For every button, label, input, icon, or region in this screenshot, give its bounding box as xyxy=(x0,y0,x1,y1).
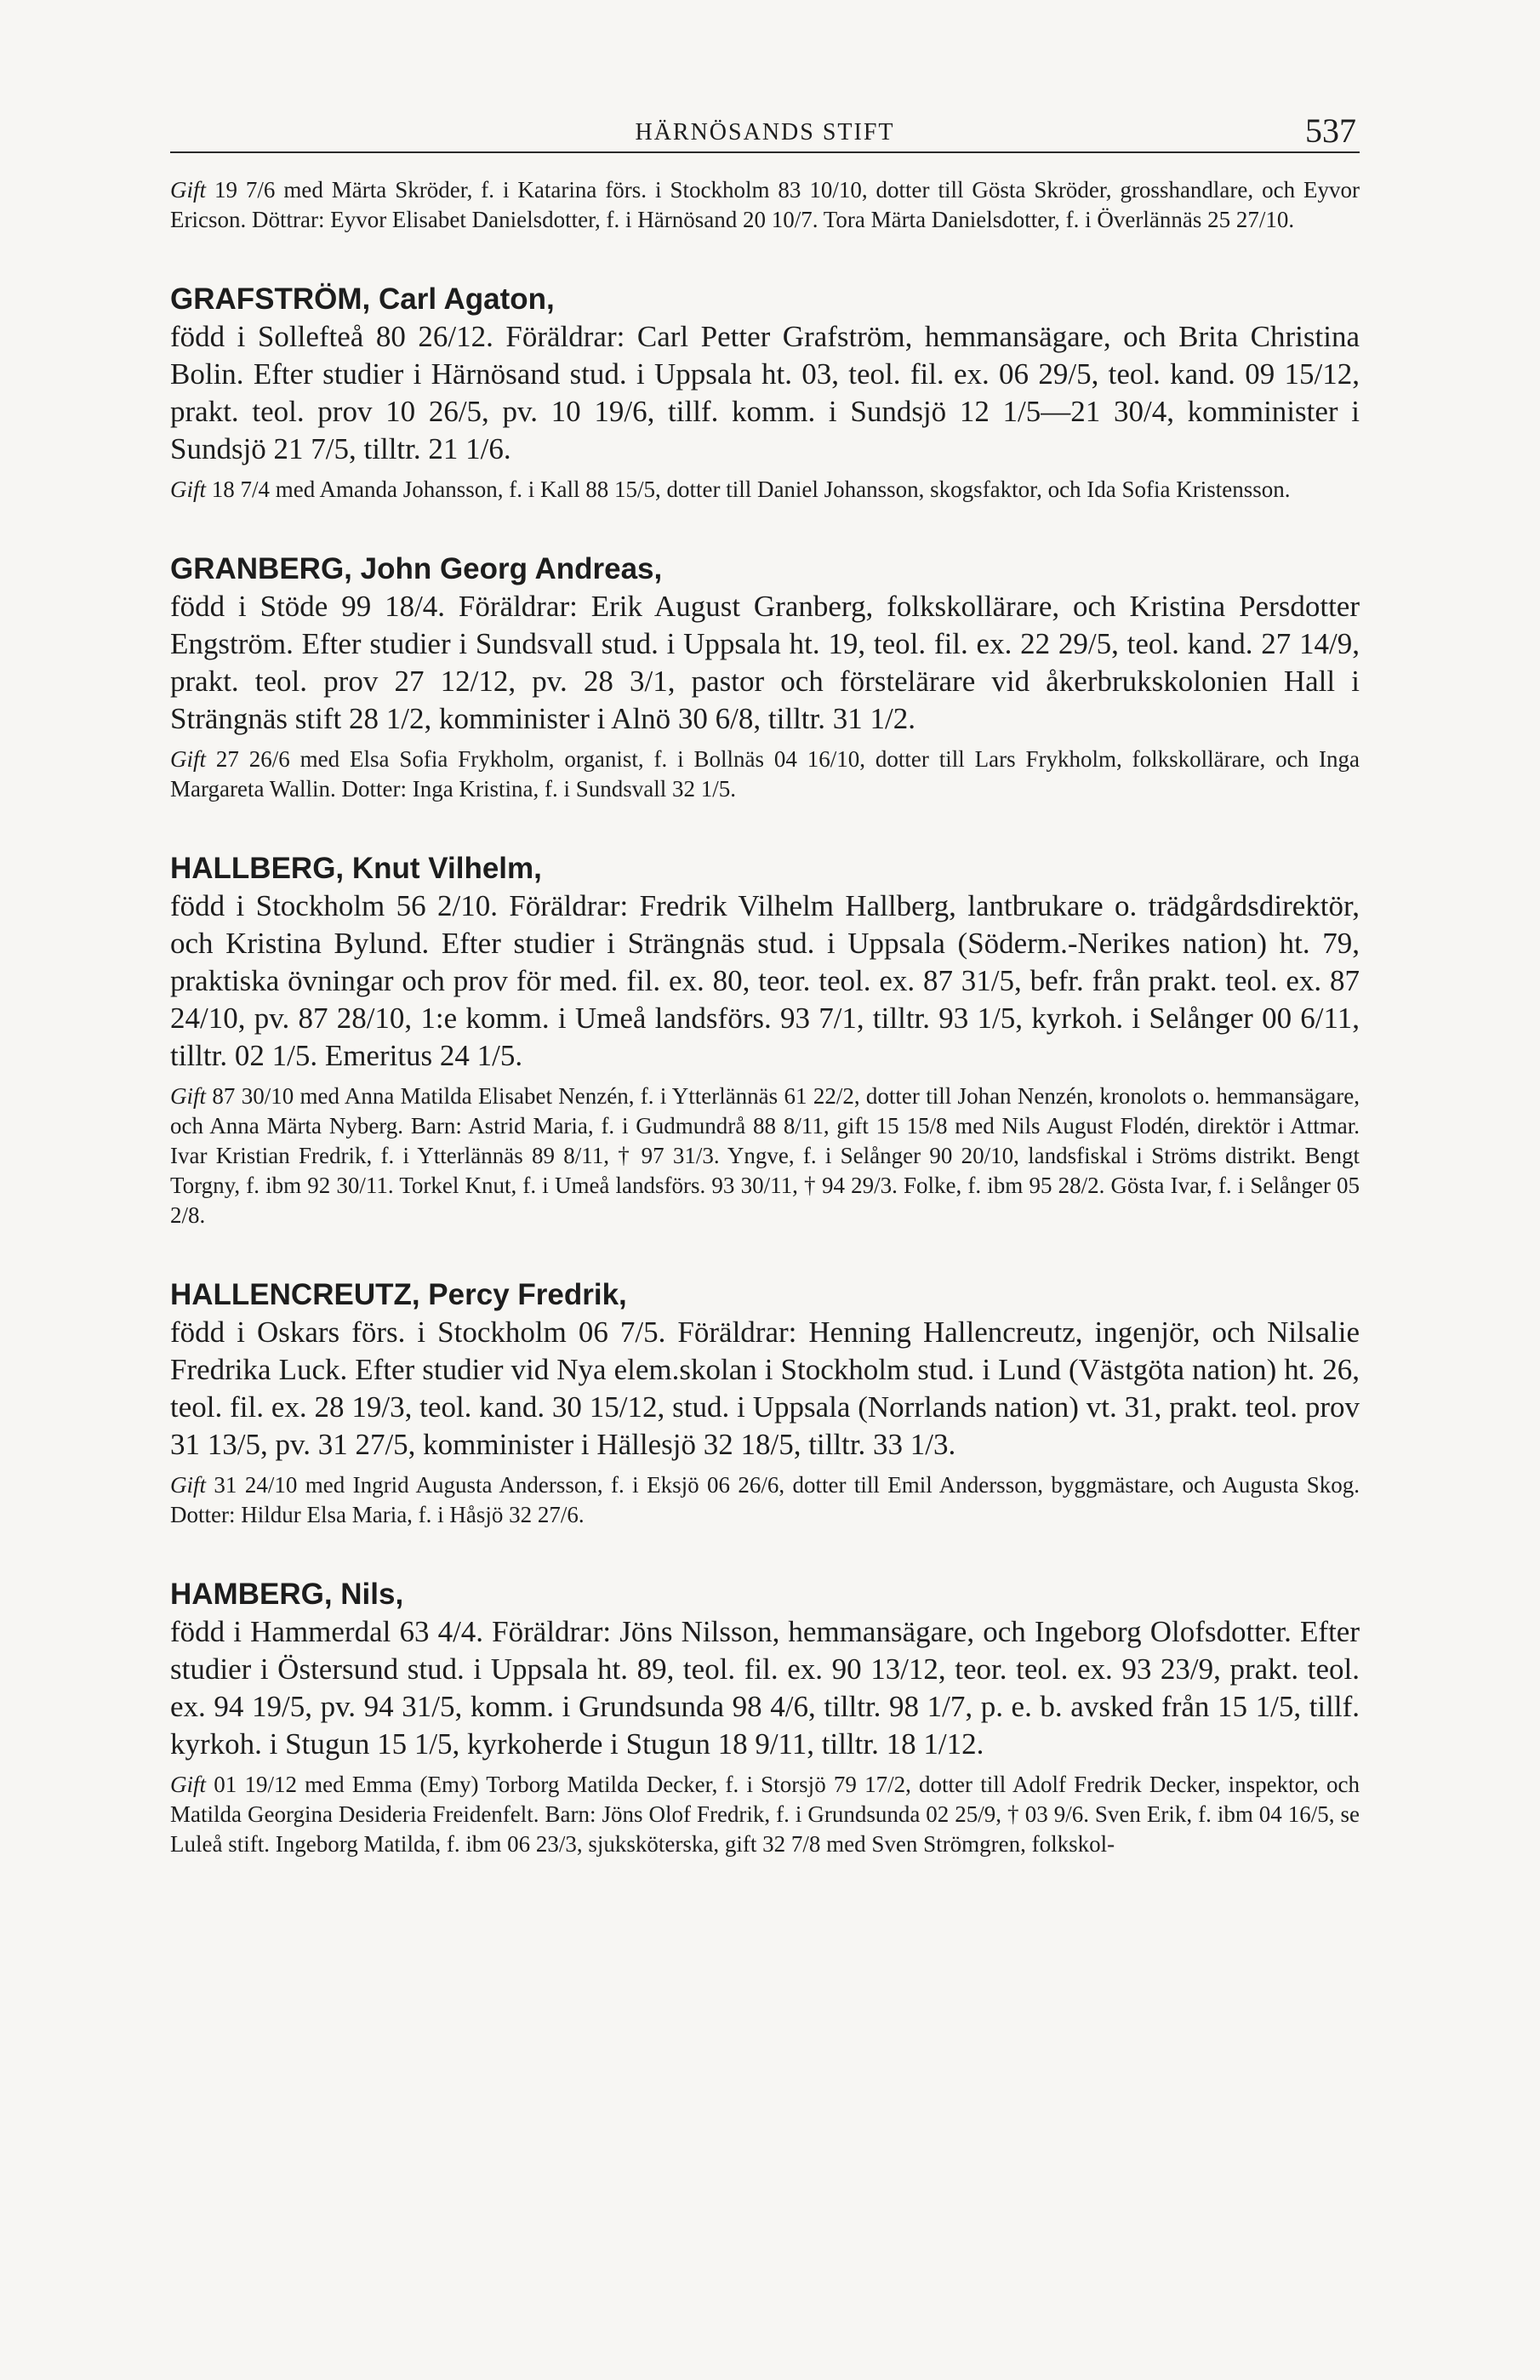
biography-entry xyxy=(170,850,1360,1230)
entry-biography: född i Sollefteå 80 26/12. Föräldrar: Carl Petter Grafström, hemmansägare, och Brita Christina Bolin. Efter studier i Härnösand stud. i Uppsala ht. 03, teol. fil. ex. 06 29/5, teol. kand. 09 15/12, prakt. teol. prov 10 26/5, pv. 10 19/6, tillf. komm. i Sundsjö 12 1/5—21 30/4, komminister i Sundsjö 21 7/5, tilltr. 21 1/6. xyxy=(170,320,1360,465)
entry-marriage-note xyxy=(170,1470,1360,1530)
biography-entry xyxy=(170,1576,1360,1859)
entry-marriage-note xyxy=(170,475,1360,505)
entry-marriage-note xyxy=(170,745,1360,804)
entry-name: GRANBERG, John Georg Andreas, xyxy=(170,552,663,585)
entry-name: GRAFSTRÖM, Carl Agaton, xyxy=(170,283,555,316)
gift-label: Gift xyxy=(170,746,207,772)
gift-label: Gift xyxy=(170,1083,207,1109)
biography-entry xyxy=(170,1276,1360,1530)
entry-biography: född i Hammerdal 63 4/4. Föräldrar: Jöns Nilsson, hemmansägare, och Ingeborg Olofsdotter. Efter studier i Östersund stud. i Uppsala ht. 89, teol. fil. ex. 90 13/12, teor. teol. ex. 93 23/9, prakt. teol. ex. 94 19/5, pv. 94 31/5, komm. i Grundsunda 98 4/6, tilltr. 98 1/7, p. e. b. avsked från 15 1/5, tillf. kyrkoh. i Stugun 15 1/5, kyrkoherde i Stugun 18 9/11, tilltr. 18 1/12. xyxy=(170,1615,1360,1761)
gift-text: 31 24/10 med Ingrid Augusta Andersson, f. i Eksjö 06 26/6, dotter till Emil Andersson, byggmästare, och Augusta Skog. Dotter: Hildur Elsa Maria, f. i Håsjö 32 27/6. xyxy=(170,1472,1360,1527)
intro-marriage-note xyxy=(170,175,1360,235)
entry-name: HALLBERG, Knut Vilhelm, xyxy=(170,852,542,885)
page-body xyxy=(170,175,1360,1859)
entry-biography: född i Oskars förs. i Stockholm 06 7/5. Föräldrar: Henning Hallencreutz, ingenjör, och Nilsalie Fredrika Luck. Efter studier vid Nya elem.skolan i Stockholm stud. i Lund (Västgöta nation) ht. 26, teol. fil. ex. 28 19/3, teol. kand. 30 15/12, stud. i Uppsala (Norrlands nation) vt. 31, prakt. teol. prov 31 13/5, pv. 31 27/5, komminister i Hällesjö 32 18/5, tilltr. 33 1/3. xyxy=(170,1316,1360,1461)
page-number: 537 xyxy=(1305,111,1356,150)
gift-text: 18 7/4 med Amanda Johansson, f. i Kall 88 15/5, dotter till Daniel Johansson, skogsfaktor, och Ida Sofia Kristensson. xyxy=(211,477,1291,502)
entry-biography: född i Stöde 99 18/4. Föräldrar: Erik August Granberg, folkskollärare, och Kristina Persdotter Engström. Efter studier i Sundsvall stud. i Uppsala ht. 19, teol. fil. ex. 22 29/5, teol. kand. 27 14/9, prakt. teol. prov 27 12/12, pv. 28 3/1, pastor och förstelärare vid åkerbrukskolonien Hall i Strängnäs stift 28 1/2, komminister i Alnö 30 6/8, tilltr. 31 1/2. xyxy=(170,590,1360,735)
entry-marriage-note xyxy=(170,1770,1360,1859)
entry-name: HALLENCREUTZ, Percy Fredrik, xyxy=(170,1278,627,1311)
gift-text: 01 19/12 med Emma (Emy) Torborg Matilda Decker, f. i Storsjö 79 17/2, dotter till Adolf Fredrik Decker, inspektor, och Matilda Georgina Desideria Freidenfelt. Barn: Jöns Olof Fredrik, f. i Grundsunda 02 25/9, † 03 9/6. Sven Erik, f. ibm 04 16/5, se Luleå stift. Ingeborg Matilda, f. ibm 06 23/3, sjuksköterska, gift 32 7/8 med Sven Strömgren, folkskol- xyxy=(170,1772,1360,1857)
gift-label: Gift xyxy=(170,1772,207,1797)
biography-entry xyxy=(170,551,1360,804)
entry-marriage-note xyxy=(170,1082,1360,1230)
gift-label: Gift xyxy=(170,477,207,502)
page-header xyxy=(170,100,1360,153)
gift-text: 87 30/10 med Anna Matilda Elisabet Nenzén, f. i Ytterlännäs 61 22/2, dotter till Johan Nenzén, kronolots o. hemmansägare, och Anna Märta Nyberg. Barn: Astrid Maria, f. i Gudmundrå 88 8/11, gift 15 15/8 med Nils August Flodén, direktör i Attmar. Ivar Kristian Fredrik, f. i Ytterlännäs 89 8/11, † 97 31/3. Yngve, f. i Selånger 90 20/10, landsfiskal i Ströms distrikt. Bengt Torgny, f. ibm 92 30/11. Torkel Knut, f. i Umeå landsförs. 93 30/11, † 94 29/3. Folke, f. ibm 95 28/2. Gösta Ivar, f. i Selånger 05 2/8. xyxy=(170,1083,1360,1228)
running-title: HÄRNÖSANDS STIFT xyxy=(635,119,895,146)
gift-text: 19 7/6 med Märta Skröder, f. i Katarina förs. i Stockholm 83 10/10, dotter till Gösta Skröder, grosshandlare, och Eyvor Ericson. Döttrar: Eyvor Elisabet Danielsdotter, f. i Härnösand 20 10/7. Tora Märta Danielsdotter, f. i Överlännäs 25 27/10. xyxy=(170,177,1360,232)
gift-text: 27 26/6 med Elsa Sofia Frykholm, organist, f. i Bollnäs 04 16/10, dotter till Lars Frykholm, folkskollärare, och Inga Margareta Wallin. Dotter: Inga Kristina, f. i Sundsvall 32 1/5. xyxy=(170,746,1360,802)
gift-label: Gift xyxy=(170,177,207,203)
entry-biography: född i Stockholm 56 2/10. Föräldrar: Fredrik Vilhelm Hallberg, lantbrukare o. trädgårdsdirektör, och Kristina Bylund. Efter studier i Strängnäs stud. i Uppsala (Söderm.-Nerikes nation) ht. 79, praktiska övningar och prov för med. fil. ex. 80, teor. teol. ex. 87 31/5, befr. från prakt. teol. ex. 87 24/10, pv. 87 28/10, 1:e komm. i Umeå landsförs. 93 7/1, tilltr. 93 1/5, kyrkoh. i Selånger 00 6/11, tilltr. 02 1/5. Emeritus 24 1/5. xyxy=(170,889,1360,1072)
biography-entry xyxy=(170,281,1360,505)
entry-name: HAMBERG, Nils, xyxy=(170,1578,404,1611)
gift-label: Gift xyxy=(170,1472,207,1498)
